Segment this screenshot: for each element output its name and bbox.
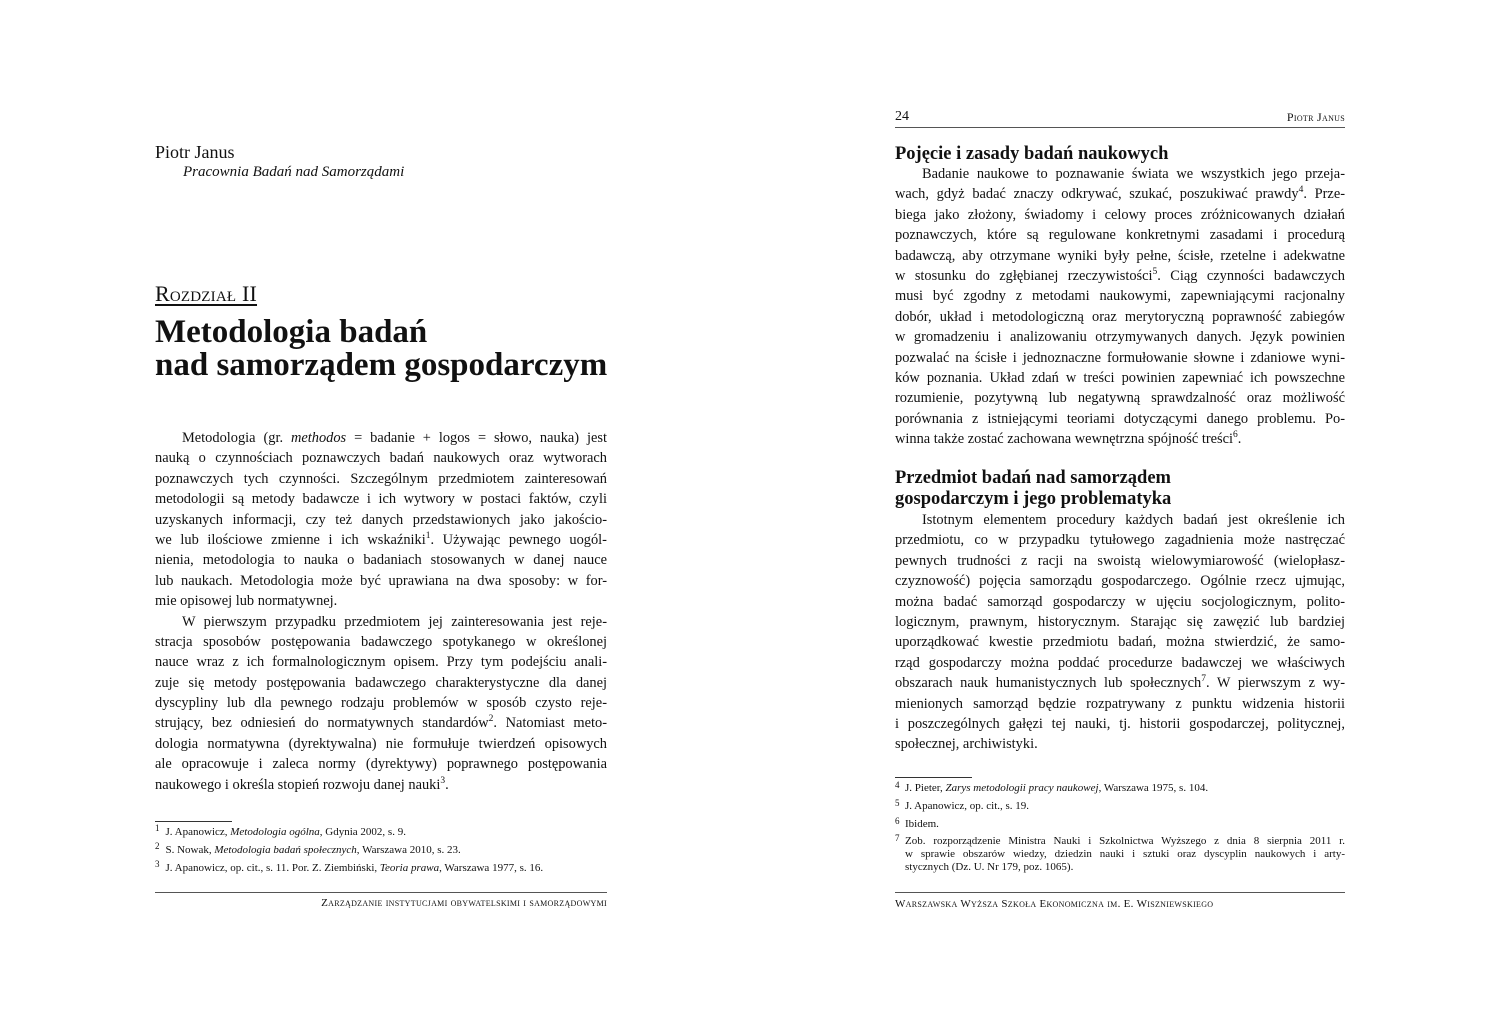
section-1-text bbox=[895, 164, 1345, 449]
footnote-6: 6 Ibidem. bbox=[895, 816, 939, 830]
body-line: stracja sposobów postępowania badawczego spotykanego w określonej bbox=[155, 633, 607, 650]
body-line: Metodologia (gr. methodos = badanie + logos = słowo, nauka) jest bbox=[182, 430, 607, 446]
section-heading-1: Pojęcie i zasady badań naukowych bbox=[895, 144, 1169, 164]
chapter-title bbox=[155, 316, 655, 382]
body-line: nauce wraz z ich formalnologicznym opisem. Przy tym podejściu anali- bbox=[155, 654, 607, 671]
body-line: mienionych samorząd będzie rozpatrywany z punktu widzenia historii bbox=[895, 695, 1345, 712]
body-line: winna także zostać zachowana wewnętrzna spójność treści$^6$. bbox=[895, 430, 1242, 448]
footer-rule bbox=[155, 892, 607, 893]
body-line: logicznym, prawnym, historycznym. Starając się zawęzić lub bardziej bbox=[895, 613, 1345, 630]
body-line: lub naukach. Metodologia może być uprawiana na dwa sposoby: w for- bbox=[155, 572, 607, 589]
body-line: nauką o czynnościach poznawczych badań naukowych oraz wytworach bbox=[155, 450, 607, 467]
section-heading-2-line-1: Przedmiot badań nad samorządem bbox=[895, 468, 1171, 488]
body-line: uzyskanych informacji, czy też danych przedstawionych jako jakościo- bbox=[155, 511, 607, 528]
body-line: strujący, bez odniesień do normatywnych standardów$^2$. Natomiast meto- bbox=[155, 714, 607, 732]
footnote-ref-2[interactable]: 2 bbox=[488, 714, 494, 725]
footnote-ref-7[interactable]: 7 bbox=[1201, 674, 1206, 685]
body-line: w gromadzeniu i analizowaniu otrzymywanych danych. Język powinien bbox=[895, 329, 1345, 346]
body-line: społecznej, archiwistyki. bbox=[895, 736, 1038, 753]
right-footer: Warszawska Wyższa Szkoła Ekonomiczna im. E. Wiszniewskiego bbox=[895, 898, 1214, 910]
chapter-title-line-1: Metodologia badań bbox=[155, 314, 428, 350]
body-line: rozumienie, pozytywną lub negatywną sprawdzalność oraz możliwość bbox=[895, 390, 1345, 407]
footnote-separator bbox=[895, 777, 972, 778]
body-line: Istotnym elementem procedury każdych badań jest określenie ich bbox=[922, 512, 1345, 528]
footnote-ref-4[interactable]: 4 bbox=[1298, 185, 1304, 196]
body-line: obszarach nauk humanistycznych lub społecznych$^7$. W pierwszym z wy- bbox=[895, 674, 1345, 692]
page-number: 24 bbox=[895, 109, 909, 124]
body-line: czyznowość) pojęcia samorządu gospodarczego. Ogólnie rzecz ujmując, bbox=[895, 573, 1345, 590]
footnote-3: $^3$ J. Apanowicz, op. cit., s. 11. Por. Z. Ziembiński, Teoria prawa, Warszawa 1977, s. 16. bbox=[155, 859, 544, 874]
body-line: naukowego i określa stopień rozwoju danej nauki$^3$. bbox=[155, 775, 449, 793]
body-line: porównania z istniejącymi teoriami dotyczącymi danego problemu. Po- bbox=[895, 410, 1345, 427]
header-rule bbox=[895, 127, 1345, 128]
body-line: metodologii są metody badawcze i ich wytwory w postaci faktów, czyli bbox=[155, 491, 607, 508]
body-line: dobór, układ i metodologiczną oraz merytoryczną poprawność zabiegów bbox=[895, 308, 1345, 325]
footnote-ref-3[interactable]: 3 bbox=[440, 775, 446, 786]
footnote-5: 5 J. Apanowicz, op. cit., s. 19. bbox=[895, 798, 1030, 812]
body-line: poznawczych, które są regulowane konkretnymi zasadami i procedurą bbox=[895, 227, 1345, 244]
footnote-4: 4 J. Pieter, Zarys metodologii pracy naukowej, Warszawa 1975, s. 104. bbox=[895, 780, 1209, 794]
chapter-title-line-2: nad samorządem gospodarczym bbox=[155, 347, 608, 383]
body-line: w stosunku do zgłębianej rzeczywistości$^5$. Ciąg czynności badawczych bbox=[895, 266, 1345, 284]
body-line: we lub ilościowe zmienne i ich wskaźniki$^1$. Używając pewnego uogól- bbox=[155, 530, 607, 548]
footnote-ref-6[interactable]: 6 bbox=[1233, 430, 1238, 441]
section-heading-2 bbox=[895, 468, 1171, 510]
body-line: rząd gospodarczy można poddać procedurze badawczej we właściwych bbox=[895, 654, 1345, 671]
running-head: Piotr Janus bbox=[1286, 110, 1345, 124]
body-line: przedmiotu, co w przypadku tytułowego zagadnienia może nastręczać bbox=[895, 532, 1345, 549]
left-footer: Zarządzanie instytucjami obywatelskimi i samorządowymi bbox=[321, 897, 607, 909]
body-line: zuje się metody postępowania badawczego charakterystyczne dla danej bbox=[155, 674, 607, 691]
author-name: Piotr Janus bbox=[155, 142, 235, 162]
body-line: badawczą, aby otrzymane wyniki były pełne, ścisłe, rzetelne i adekwatne bbox=[895, 247, 1345, 264]
body-line: można badać samorząd gospodarczy w ujęciu socjologicznym, polito- bbox=[895, 593, 1345, 610]
body-line: pozwalać na ścisłe i jednoznaczne formułowanie słowne i zdaniowe wyni- bbox=[895, 349, 1345, 366]
body-line: wach, gdyż badać znaczy odkrywać, szukać, poszukiwać prawdy$^4$. Prze- bbox=[895, 185, 1345, 203]
author-affiliation: Pracownia Badań nad Samorządami bbox=[183, 164, 405, 180]
body-line: i poszczególnych gałęzi tej nauki, tj. historii gospodarczej, politycznej, bbox=[895, 715, 1345, 732]
body-line: dyscypliny lub dla pewnego rodzaju problemów w sposób czysto reje- bbox=[155, 695, 607, 712]
section-heading-2-line-2: gospodarczym i jego problematyka bbox=[895, 489, 1172, 509]
body-line: W pierwszym przypadku przedmiotem jej zainteresowania jest reje- bbox=[182, 613, 607, 630]
footnote-separator bbox=[155, 821, 232, 822]
footnote-7: 7 Zob. rozporządzenie Ministra Nauki i Szkolnictwa Wyższego z dnia 8 sierpnia 2011 r. w sprawie obszarów wiedzy, dziedzin nauki i sztuki oraz dyscyplin naukowych i arty- stycznych (Dz. U. Nr 179, poz. 1065). bbox=[895, 833, 1345, 873]
body-line: ków poznania. Układ zdań w treści powinien zapewniać ich powszechne bbox=[895, 369, 1345, 386]
footnote-ref-5[interactable]: 5 bbox=[1152, 266, 1158, 277]
section-2-text bbox=[895, 510, 1345, 755]
body-line: ale opracowuje i zaleca normy (dyrektywy) poprawnego postępowania bbox=[155, 756, 607, 773]
body-line: dologia normatywna (dyrektywalna) nie formułuje twierdzeń opisowych bbox=[155, 735, 607, 752]
footnote-1: $^1$ J. Apanowicz, Metodologia ogólna, Gdynia 2002, s. 9. bbox=[155, 823, 406, 838]
body-line: musi być zgodny z metodami naukowymi, zapewniającymi racjonalny bbox=[895, 288, 1345, 305]
left-body-text bbox=[155, 428, 607, 795]
body-line: Badanie naukowe to poznawanie świata we wszystkich jego przeja- bbox=[922, 166, 1345, 182]
body-line: uporządkować kwestie przedmiotu badań, można stwierdzić, że samo- bbox=[895, 634, 1345, 651]
footnote-ref-1[interactable]: 1 bbox=[425, 530, 431, 541]
body-line: biega jako złożony, świadomy i celowy proces zróżnicowanych działań bbox=[895, 206, 1345, 223]
body-line: mie opisowej lub normatywnej. bbox=[155, 593, 338, 610]
body-line: poznawczych tych czynności. Szczególnym przedmiotem zainteresowań bbox=[155, 470, 607, 487]
footnote-2: $^2$ S. Nowak, Metodologia badań społecznych, Warszawa 2010, s. 23. bbox=[155, 841, 461, 856]
footer-rule bbox=[895, 892, 1345, 893]
body-line: nienia, metodologia to nauka o badaniach stosowanych w danej nauce bbox=[155, 552, 607, 569]
chapter-label: Rozdział II bbox=[155, 281, 258, 306]
body-line: pewnych trudności z racji na swoistą wielowymiarowość (wielopłasz- bbox=[895, 552, 1345, 569]
